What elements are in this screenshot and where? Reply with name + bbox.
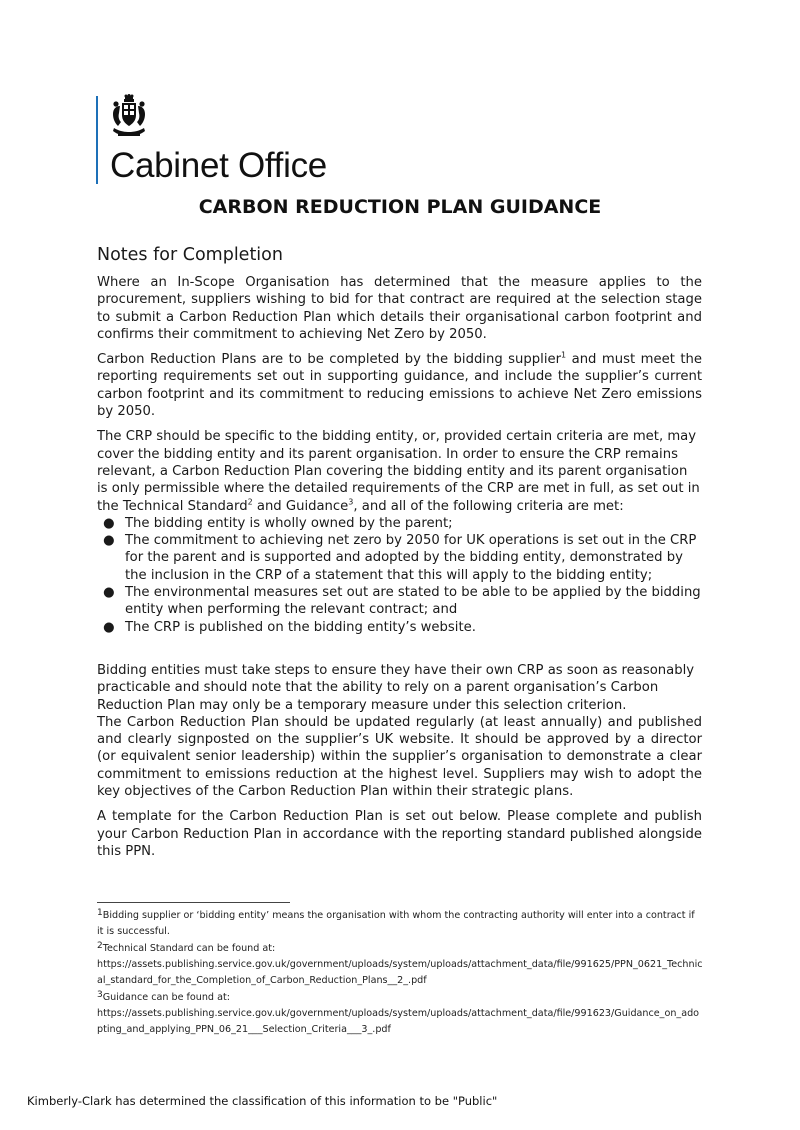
- footnote-text: Bidding supplier or ‘bidding entity’ means the organisation with whom the contracting authority will enter into a contract if it is successful.: [97, 910, 695, 937]
- criteria-list: [97, 515, 702, 636]
- paragraph-6: A template for the Carbon Reduction Plan is set out below. Please complete and publish your Carbon Reduction Plan in accordance with the reporting standard published alongside this PPN.: [97, 809, 702, 859]
- footnote-ref-3: 3: [348, 497, 354, 507]
- footnote-1: [97, 908, 704, 940]
- footnote-ref-2: 2: [247, 497, 253, 507]
- bullet-icon: ●: [103, 585, 115, 601]
- bullet-icon: ●: [103, 619, 115, 635]
- footnote-3: [97, 990, 704, 1038]
- list-item: [103, 619, 702, 636]
- notes-section: [97, 244, 702, 868]
- paragraph-3-text-b: and Guidance: [252, 498, 349, 514]
- list-item-text: The environmental measures set out are stated to be able to be applied by the bidding entity when performing the relevant contract; and: [125, 585, 701, 618]
- section-heading: Notes for Completion: [97, 245, 283, 265]
- footnote-url[interactable]: https://assets.publishing.service.gov.uk/government/uploads/system/uploads/attachment_data/file/991623/Guidance_on_adopting_and_applying_PPN_06_21___Selection_Criteria___3_.pdf: [97, 1008, 700, 1035]
- footnote-url[interactable]: https://assets.publishing.service.gov.uk/government/uploads/system/uploads/attachment_data/file/991625/PPN_0621_Technical_standard_for_the_Completion_of_Carbon_Reduction_Plans__2_.pdf: [97, 959, 703, 986]
- paragraph-5: The Carbon Reduction Plan should be updated regularly (at least annually) and published and clearly signposted on the supplier’s UK website. It should be approved by a director (or equivalent senior leadership) within the supplier’s organisation to demonstrate a clear commitment to emissions reduction at the highest level. Suppliers may wish to adopt the key objectives of the Carbon Reduction Plan within their strategic plans.: [97, 714, 702, 800]
- paragraph-4: Bidding entities must take steps to ensure they have their own CRP as soon as reasonably practicable and should note that the ability to rely on a parent organisation’s Carbon Reduction Plan may only be a temporary measure under this selection criterion.: [97, 662, 695, 713]
- footnote-divider: [97, 902, 290, 903]
- bullet-icon: ●: [103, 533, 115, 549]
- footnote-text: Technical Standard can be found at:: [102, 943, 276, 954]
- list-item-text: The CRP is published on the bidding entity’s website.: [125, 619, 476, 635]
- list-item: [103, 532, 702, 584]
- list-item-text: The commitment to achieving net zero by 2050 for UK operations is set out in the CRP for the parent and is supported and adopted by the bidding entity, demonstrated by the inclusion in the CRP of a statement that this will apply to the bidding entity;: [125, 533, 697, 583]
- paragraph-2-text-a: Carbon Reduction Plans are to be completed by the bidding supplier: [97, 352, 562, 368]
- bullet-icon: ●: [103, 515, 115, 531]
- footnote-ref-1: 1: [561, 350, 567, 360]
- paragraph-3-text-c: , and all of the following criteria are met:: [353, 498, 624, 514]
- paragraph-3-text-a: The CRP should be specific to the bidding entity, or, provided certain criteria are met, may cover the bidding entity and its parent organisation. In order to ensure the CRP remains relevant, a Carbon Reduction Plan covering the bidding entity and its parent organisation is only permissible where the detailed requirements of the CRP are met in full, as set out in the Technical Standard: [97, 429, 700, 514]
- paragraph-3: [97, 428, 702, 514]
- page-title: CARBON REDUCTION PLAN GUIDANCE: [198, 196, 602, 218]
- footnotes: [97, 908, 704, 1039]
- logo-text: Cabinet Office: [110, 146, 327, 185]
- footnote-text: Guidance can be found at:: [102, 992, 230, 1003]
- footnote-2: [97, 941, 704, 989]
- list-item: [103, 515, 702, 532]
- royal-coat-of-arms-icon: [110, 94, 148, 140]
- paragraph-2-text-b: and must meet the reporting requirements set out in supporting guidance, and include the supplier’s current carbon footprint and its commitment to reducing emissions to achieve Net Zero emissions by 2050.: [97, 352, 702, 420]
- footnote-number: 2: [97, 941, 103, 951]
- list-item-text: The bidding entity is wholly owned by the parent;: [125, 515, 453, 531]
- paragraph-1: Where an In-Scope Organisation has determined that the measure applies to the procurement, suppliers wishing to bid for that contract are required at the selection stage to submit a Carbon Reduction Plan which details their organisational carbon footprint and confirms their commitment to achieving Net Zero by 2050.: [97, 275, 702, 342]
- logo-bar: [96, 96, 98, 184]
- classification-notice: Kimberly-Clark has determined the classification of this information to be "Public": [27, 1094, 498, 1108]
- footnote-number: 3: [97, 990, 103, 1000]
- list-item: [103, 584, 702, 619]
- paragraph-2: [97, 351, 702, 420]
- footnote-number: 1: [97, 908, 103, 918]
